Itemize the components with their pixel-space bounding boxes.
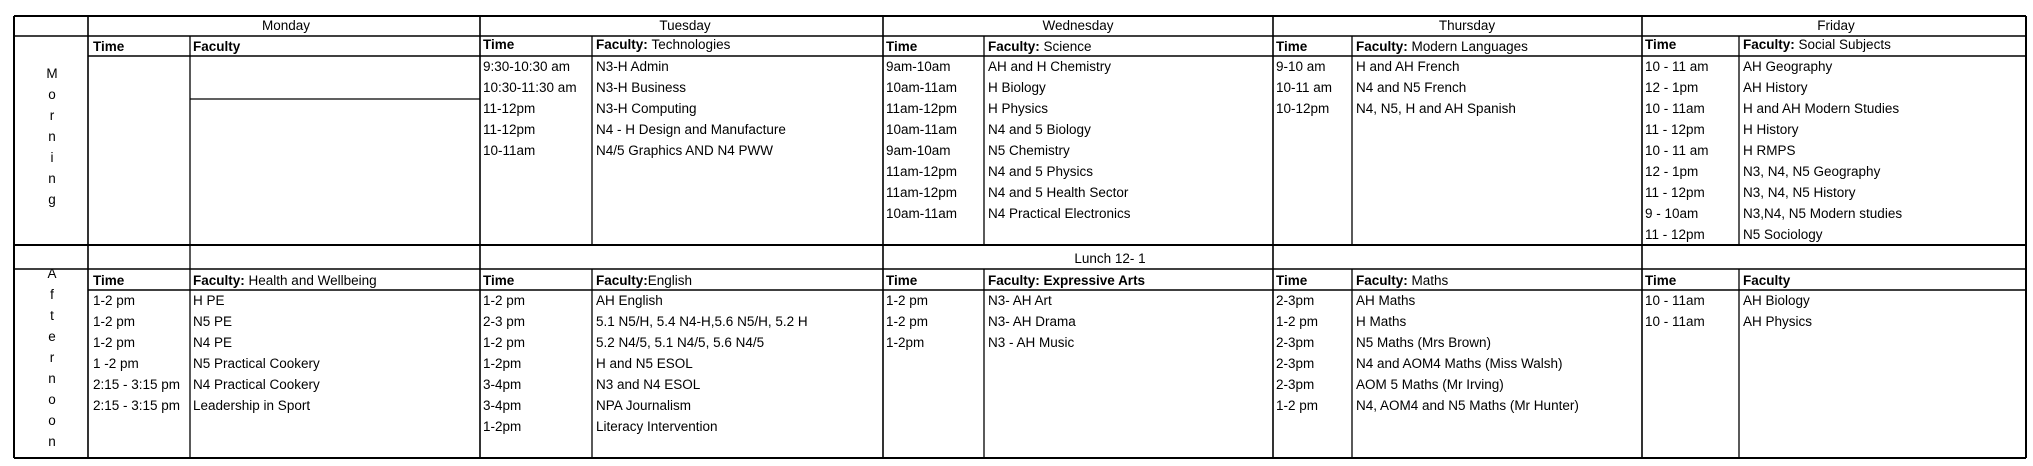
faculty-name: English	[647, 273, 693, 288]
time-cell: 10:30-11:30 am	[483, 80, 577, 95]
time-cell: 2:15 - 3:15 pm	[93, 377, 181, 392]
time-cell: 3-4pm	[483, 377, 522, 392]
subject-cell: H and N5 ESOL	[596, 356, 693, 371]
subject-cell: N4 Practical Electronics	[988, 206, 1131, 221]
subject-cell: N4 - H Design and Manufacture	[596, 122, 786, 137]
subject-cell: AH Geography	[1743, 59, 1833, 74]
time-cell: 1-2 pm	[483, 293, 526, 308]
time-cell: 1-2pm	[886, 335, 925, 350]
subject-cell: 5.1 N5/H, 5.4 N4-H,5.6 N5/H, 5.2 H	[596, 314, 808, 329]
subject-cell: N4 Practical Cookery	[193, 377, 320, 392]
subject-cell: AH History	[1743, 80, 1808, 95]
subject-cell: H History	[1743, 122, 1799, 137]
day-header-monday: Monday	[261, 18, 311, 33]
subject-cell: N5 Practical Cookery	[193, 356, 320, 371]
side-letter: f	[50, 287, 54, 302]
time-cell: 1-2 pm	[93, 293, 136, 308]
time-cell: 1-2 pm	[1276, 314, 1319, 329]
subject-cell: N5 PE	[193, 314, 233, 329]
time-cell: 2-3 pm	[483, 314, 526, 329]
subject-cell: N4 and 5 Health Sector	[988, 185, 1129, 200]
time-cell: 12 - 1pm	[1645, 164, 1699, 179]
time-cell: 10-12pm	[1276, 101, 1330, 116]
subject-cell: N5 Sociology	[1743, 227, 1823, 242]
side-letter: n	[48, 434, 56, 449]
subject-cell: N4 and AOM4 Maths (Miss Walsh)	[1356, 356, 1563, 371]
side-letter: n	[48, 129, 56, 144]
faculty-header	[988, 39, 1092, 55]
time-cell: 9-10 am	[1276, 59, 1326, 74]
time-cell: 2-3pm	[1276, 356, 1315, 371]
col-header-faculty: Faculty	[193, 39, 241, 54]
side-letter: o	[48, 413, 56, 428]
faculty-name: Health and Wellbeing	[248, 273, 377, 288]
faculty-label: Faculty:	[1743, 37, 1799, 52]
subject-cell: N3-H Business	[596, 80, 687, 95]
subject-cell: AH and H Chemistry	[988, 59, 1112, 74]
time-cell: 2-3pm	[1276, 377, 1315, 392]
subject-cell: H PE	[193, 293, 225, 308]
subject-cell: N4 and 5 Physics	[988, 164, 1094, 179]
subject-cell: N4, N5, H and AH Spanish	[1356, 101, 1516, 116]
subject-cell: N5 Chemistry	[988, 143, 1070, 158]
faculty-name: Science	[1043, 39, 1092, 54]
time-cell: 1-2 pm	[93, 314, 136, 329]
side-letter: g	[48, 192, 56, 207]
time-cell: 11 - 12pm	[1645, 122, 1705, 137]
subject-cell: N4, AOM4 and N5 Maths (Mr Hunter)	[1356, 398, 1579, 413]
subject-cell: Leadership in Sport	[193, 398, 311, 413]
faculty-label: Faculty:	[596, 37, 652, 52]
subject-cell: AH Biology	[1743, 293, 1810, 308]
subject-cell: AOM 5 Maths (Mr Irving)	[1356, 377, 1504, 392]
time-cell: 1-2 pm	[886, 293, 929, 308]
side-letter: i	[50, 150, 54, 165]
time-cell: 11am-12pm	[886, 164, 958, 179]
side-letter: t	[50, 308, 54, 323]
time-cell: 12 - 1pm	[1645, 80, 1699, 95]
faculty-label: Faculty:	[988, 39, 1044, 54]
time-cell: 1-2 pm	[886, 314, 929, 329]
time-cell: 1-2 pm	[93, 335, 136, 350]
time-cell: 11 - 12pm	[1645, 227, 1705, 242]
subject-cell: N3-H Admin	[596, 59, 669, 74]
faculty-header: Faculty: Expressive Arts	[988, 273, 1146, 288]
lunch-label: Lunch 12- 1	[1074, 251, 1146, 266]
subject-cell: N4/5 Graphics AND N4 PWW	[596, 143, 774, 158]
subject-cell: H and AH Modern Studies	[1743, 101, 1900, 116]
time-cell: 9am-10am	[886, 59, 951, 74]
side-letter: M	[46, 66, 58, 81]
subject-cell: N3- AH Drama	[988, 314, 1076, 329]
time-cell: 11 - 12pm	[1645, 185, 1705, 200]
subject-cell: N3- AH Art	[988, 293, 1052, 308]
time-cell: 10am-11am	[886, 122, 958, 137]
time-cell: 10am-11am	[886, 80, 958, 95]
faculty-header	[193, 273, 377, 289]
time-cell: 10 - 11am	[1645, 293, 1705, 308]
subject-cell: AH Physics	[1743, 314, 1813, 329]
time-cell: 1-2pm	[483, 356, 522, 371]
time-cell: 9:30-10:30 am	[483, 59, 571, 74]
side-letter: r	[49, 350, 55, 365]
subject-cell: 5.2 N4/5, 5.1 N4/5, 5.6 N4/5	[596, 335, 765, 350]
time-cell: 11am-12pm	[886, 101, 958, 116]
day-header-wednesday: Wednesday	[1042, 18, 1114, 33]
time-cell: 2-3pm	[1276, 293, 1315, 308]
side-letter: n	[48, 171, 56, 186]
time-cell: 1 -2 pm	[93, 356, 139, 371]
faculty-name: Technologies	[651, 37, 731, 52]
col-header-time: Time	[483, 273, 515, 288]
side-letter: A	[47, 266, 57, 281]
side-letter: r	[49, 108, 55, 123]
subject-cell: AH English	[596, 293, 663, 308]
subject-cell: N4 PE	[193, 335, 233, 350]
subject-cell: N4 and 5 Biology	[988, 122, 1091, 137]
time-cell: 10 - 11 am	[1645, 59, 1709, 74]
col-header-time: Time	[1276, 273, 1308, 288]
side-letter: o	[48, 392, 56, 407]
subject-cell: N3, N4, N5 Geography	[1743, 164, 1881, 179]
day-header-friday: Friday	[1817, 18, 1855, 33]
faculty-label: Faculty:	[596, 273, 648, 288]
time-cell: 10 - 11am	[1645, 101, 1705, 116]
time-cell: 9 - 10am	[1645, 206, 1699, 221]
subject-cell: H Physics	[988, 101, 1049, 116]
time-cell: 11-12pm	[483, 101, 536, 116]
time-cell: 1-2 pm	[1276, 398, 1319, 413]
subject-cell: H and AH French	[1356, 59, 1460, 74]
subject-cell: H Maths	[1356, 314, 1407, 329]
faculty-name: Maths	[1411, 273, 1449, 288]
time-cell: 2:15 - 3:15 pm	[93, 398, 181, 413]
faculty-header	[1356, 39, 1528, 55]
time-cell: 10-11am	[483, 143, 536, 158]
faculty-label: Faculty:	[193, 273, 245, 288]
subject-cell: N3-H Computing	[596, 101, 697, 116]
subject-cell: AH Maths	[1356, 293, 1416, 308]
time-cell: 11am-12pm	[886, 185, 958, 200]
col-header-time: Time	[483, 37, 515, 52]
col-header-time: Time	[1645, 273, 1677, 288]
subject-cell: N3 - AH Music	[988, 335, 1075, 350]
subject-cell: N3, N4, N5 History	[1743, 185, 1856, 200]
faculty-header: Faculty	[1743, 273, 1791, 288]
subject-cell: NPA Journalism	[596, 398, 692, 413]
time-cell: 10 - 11am	[1645, 314, 1705, 329]
col-header-time: Time	[886, 273, 918, 288]
side-letter: n	[48, 371, 56, 386]
day-header-tuesday: Tuesday	[659, 18, 711, 33]
time-cell: 1-2 pm	[483, 335, 526, 350]
faculty-label: Faculty:	[1356, 273, 1408, 288]
faculty-name: Social Subjects	[1798, 37, 1891, 52]
faculty-label: Faculty:	[1356, 39, 1412, 54]
time-cell: 10am-11am	[886, 206, 958, 221]
time-cell: 10-11 am	[1276, 80, 1333, 95]
faculty-header	[596, 37, 730, 53]
subject-cell: N5 Maths (Mrs Brown)	[1356, 335, 1492, 350]
col-header-time: Time	[1645, 37, 1677, 52]
time-cell: 2-3pm	[1276, 335, 1315, 350]
time-cell: 9am-10am	[886, 143, 951, 158]
day-header-thursday: Thursday	[1438, 18, 1496, 33]
subject-cell: N4 and N5 French	[1356, 80, 1467, 95]
subject-cell: H Biology	[988, 80, 1046, 95]
time-cell: 1-2pm	[483, 419, 522, 434]
subject-cell: N3 and N4 ESOL	[596, 377, 701, 392]
faculty-name: Modern Languages	[1411, 39, 1528, 54]
time-cell: 11-12pm	[483, 122, 536, 137]
col-header-time: Time	[93, 273, 125, 288]
faculty-header	[1743, 37, 1891, 53]
subject-cell: H RMPS	[1743, 143, 1796, 158]
time-cell: 10 - 11 am	[1645, 143, 1709, 158]
subject-cell: N3,N4, N5 Modern studies	[1743, 206, 1903, 221]
faculty-header	[596, 273, 692, 289]
col-header-time: Time	[1276, 39, 1308, 54]
time-cell: 3-4pm	[483, 398, 522, 413]
col-header-time: Time	[93, 39, 125, 54]
faculty-header	[1356, 273, 1448, 289]
col-header-time: Time	[886, 39, 918, 54]
side-letter: e	[48, 329, 56, 344]
side-letter: o	[48, 87, 56, 102]
subject-cell: Literacy Intervention	[596, 419, 718, 434]
